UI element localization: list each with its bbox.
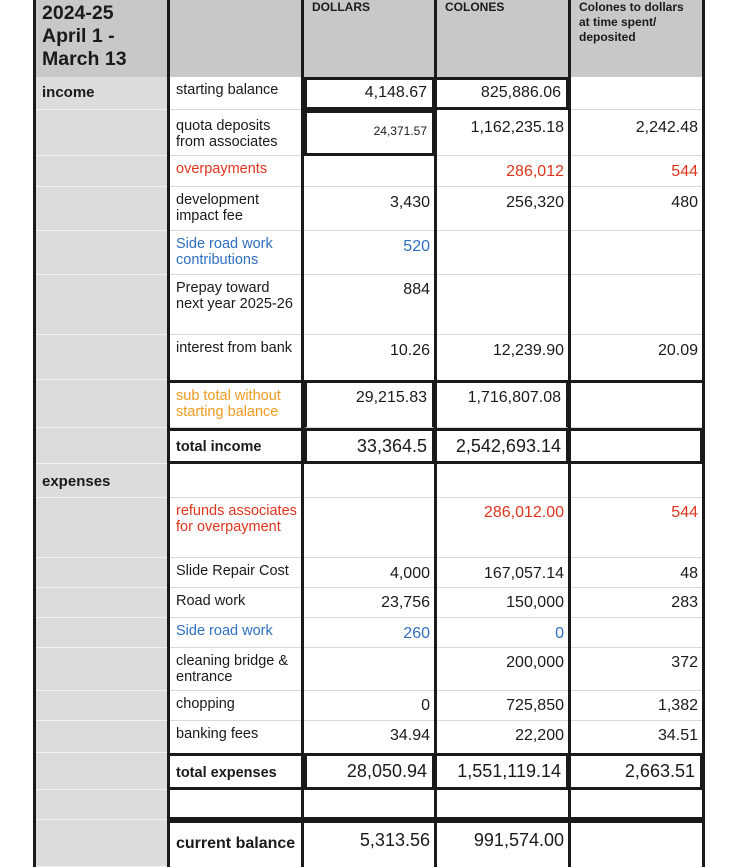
- section-cell: [36, 335, 167, 380]
- row-label: refunds associates for overpayment: [176, 503, 297, 535]
- colones-cell: 12,239.90: [437, 335, 569, 380]
- table-row: [0, 753, 735, 790]
- table-row: [0, 335, 735, 380]
- row-label-cell: [170, 498, 302, 558]
- column-divider: [434, 0, 437, 867]
- table-row: [0, 77, 735, 110]
- row-label: quota deposits from associates: [176, 118, 278, 150]
- conversion-cell: 283: [571, 588, 703, 618]
- table-row: [0, 275, 735, 335]
- conversion-cell: [571, 231, 703, 275]
- column-divider: [568, 0, 571, 867]
- colones-header: COLONES: [437, 0, 569, 77]
- colones-cell: 1,716,807.08: [437, 380, 569, 428]
- table-row: [0, 588, 735, 618]
- table-row: [0, 691, 735, 721]
- table-row: [0, 618, 735, 648]
- conversion-cell: 544: [571, 498, 703, 558]
- table-row: [0, 558, 735, 588]
- row-label-cell: [170, 721, 302, 753]
- section-cell: [36, 588, 167, 618]
- conversion-cell: 372: [571, 648, 703, 691]
- section-cell: [36, 428, 167, 464]
- section-cell: [36, 110, 167, 156]
- row-label: development impact fee: [176, 192, 260, 224]
- row-label-cell: [170, 187, 302, 231]
- colones-cell: 150,000: [437, 588, 569, 618]
- section-cell: [36, 648, 167, 691]
- column-divider: [167, 0, 170, 867]
- dollars-cell: 24,371.57: [304, 110, 435, 156]
- dollars-cell: 3,430: [304, 187, 435, 231]
- table-row: [0, 156, 735, 187]
- row-label-cell: [170, 648, 302, 691]
- section-cell: [36, 275, 167, 335]
- conversion-cell: 480: [571, 187, 703, 231]
- row-label-cell: [170, 156, 302, 187]
- table-row: [0, 648, 735, 691]
- colones-cell: [437, 275, 569, 335]
- dollars-cell: 29,215.83: [304, 380, 435, 428]
- section-cell: [36, 498, 167, 558]
- row-label-cell: [170, 790, 302, 820]
- dollars-cell: 23,756: [304, 588, 435, 618]
- conversion-cell: 34.51: [571, 721, 703, 753]
- conversion-cell: [571, 820, 703, 867]
- dollars-cell: [304, 498, 435, 558]
- row-label-cell: [170, 335, 302, 380]
- row-label: chopping: [176, 696, 235, 712]
- row-label-cell: [170, 380, 302, 428]
- section-cell: [36, 618, 167, 648]
- table-row: [0, 464, 735, 498]
- colones-cell: 725,850: [437, 691, 569, 721]
- colones-cell: 286,012: [437, 156, 569, 187]
- dollars-cell: [304, 648, 435, 691]
- dollars-cell: 10.26: [304, 335, 435, 380]
- colones-cell: 22,200: [437, 721, 569, 753]
- colones-cell: 825,886.06: [437, 77, 569, 110]
- section-cell: [36, 790, 167, 820]
- section-cell: [36, 721, 167, 753]
- conversion-cell: [571, 618, 703, 648]
- row-label: Slide Repair Cost: [176, 563, 289, 579]
- row-label-cell: [170, 588, 302, 618]
- section-cell: [36, 156, 167, 187]
- column-divider: [702, 0, 705, 867]
- dollars-cell: [304, 790, 435, 820]
- dollars-cell: [304, 156, 435, 187]
- dollars-cell: 33,364.5: [304, 428, 435, 464]
- row-label: starting balance: [176, 82, 279, 98]
- row-label: total income: [176, 439, 262, 455]
- row-label-cell: [170, 77, 302, 110]
- conversion-cell: [571, 464, 703, 498]
- colones-cell: 200,000: [437, 648, 569, 691]
- conversion-cell: 2,663.51: [571, 753, 703, 790]
- section-cell: [36, 558, 167, 588]
- conversion-cell: [571, 275, 703, 335]
- dollars-cell: 260: [304, 618, 435, 648]
- section-cell-expenses: expenses: [36, 464, 167, 498]
- colones-cell: 1,551,119.14: [437, 753, 569, 790]
- dollars-cell: 4,148.67: [304, 77, 435, 110]
- colones-cell: [437, 790, 569, 820]
- row-label: Road work: [176, 593, 246, 609]
- table-row: [0, 498, 735, 558]
- conversion-cell: 20.09: [571, 335, 703, 380]
- page-title: 2024-25 April 1 - March 13: [42, 2, 127, 70]
- current-balance-label: current balance: [176, 835, 296, 852]
- table-row: [0, 721, 735, 753]
- conversion-cell: [571, 428, 703, 464]
- section-cell: [36, 753, 167, 790]
- header-row: [0, 0, 735, 77]
- conversion-cell: [571, 790, 703, 820]
- dollars-cell: 5,313.56: [304, 820, 435, 867]
- section-cell: [36, 820, 167, 867]
- colones-cell: [437, 231, 569, 275]
- section-cell: [36, 691, 167, 721]
- dollars-header: DOLLARS: [304, 0, 435, 77]
- colones-cell: 167,057.14: [437, 558, 569, 588]
- conversion-header: Colones to dollars at time spent/ deposited: [571, 0, 703, 77]
- table-row: [0, 790, 735, 820]
- conversion-cell: 544: [571, 156, 703, 187]
- table-row: [0, 380, 735, 428]
- conversion-cell: [571, 77, 703, 110]
- dollars-cell: 28,050.94: [304, 753, 435, 790]
- column-divider: [33, 0, 36, 867]
- row-label: Side road work: [176, 623, 273, 639]
- conversion-cell: 1,382: [571, 691, 703, 721]
- row-label-cell: [170, 753, 302, 790]
- dollars-cell: 0: [304, 691, 435, 721]
- row-label-cell: [170, 464, 302, 498]
- column-divider: [301, 0, 304, 867]
- row-label-cell: [170, 110, 302, 156]
- row-label: sub total without starting balance: [176, 388, 281, 420]
- title-cell: [36, 0, 167, 77]
- section-cell: [36, 231, 167, 275]
- table-row: [0, 428, 735, 464]
- colones-cell: 991,574.00: [437, 820, 569, 867]
- conversion-cell: [571, 380, 703, 428]
- table-row: [0, 110, 735, 156]
- section-cell-income: income: [36, 77, 167, 110]
- row-label-cell: [170, 275, 302, 335]
- row-label: Side road work contributions: [176, 236, 273, 268]
- row-label-cell: [170, 428, 302, 464]
- row-label: overpayments: [176, 161, 268, 177]
- conversion-cell: 48: [571, 558, 703, 588]
- row-label: total expenses: [176, 765, 277, 781]
- conversion-cell: 2,242.48: [571, 110, 703, 156]
- row-label-cell: [170, 231, 302, 275]
- colones-cell: [437, 464, 569, 498]
- row-label-cell: [170, 558, 302, 588]
- dollars-cell: 4,000: [304, 558, 435, 588]
- colones-cell: 286,012.00: [437, 498, 569, 558]
- colones-cell: 1,162,235.18: [437, 110, 569, 156]
- dollars-cell: 520: [304, 231, 435, 275]
- table-row: [0, 820, 735, 867]
- header-blank: [170, 0, 302, 77]
- row-label: cleaning bridge & entrance: [176, 653, 289, 685]
- row-label-cell: [170, 691, 302, 721]
- row-label-cell: [170, 820, 302, 867]
- section-cell: [36, 187, 167, 231]
- colones-cell: 0: [437, 618, 569, 648]
- dollars-cell: 34.94: [304, 721, 435, 753]
- row-label: interest from bank: [176, 340, 293, 356]
- table-row: [0, 187, 735, 231]
- dollars-cell: [304, 464, 435, 498]
- row-label-cell: [170, 618, 302, 648]
- section-cell: [36, 380, 167, 428]
- colones-cell: 256,320: [437, 187, 569, 231]
- dollars-cell: 884: [304, 275, 435, 335]
- row-label: Prepay toward next year 2025-26: [176, 280, 293, 312]
- colones-cell: 2,542,693.14: [437, 428, 569, 464]
- row-label: banking fees: [176, 726, 259, 742]
- table-row: [0, 231, 735, 275]
